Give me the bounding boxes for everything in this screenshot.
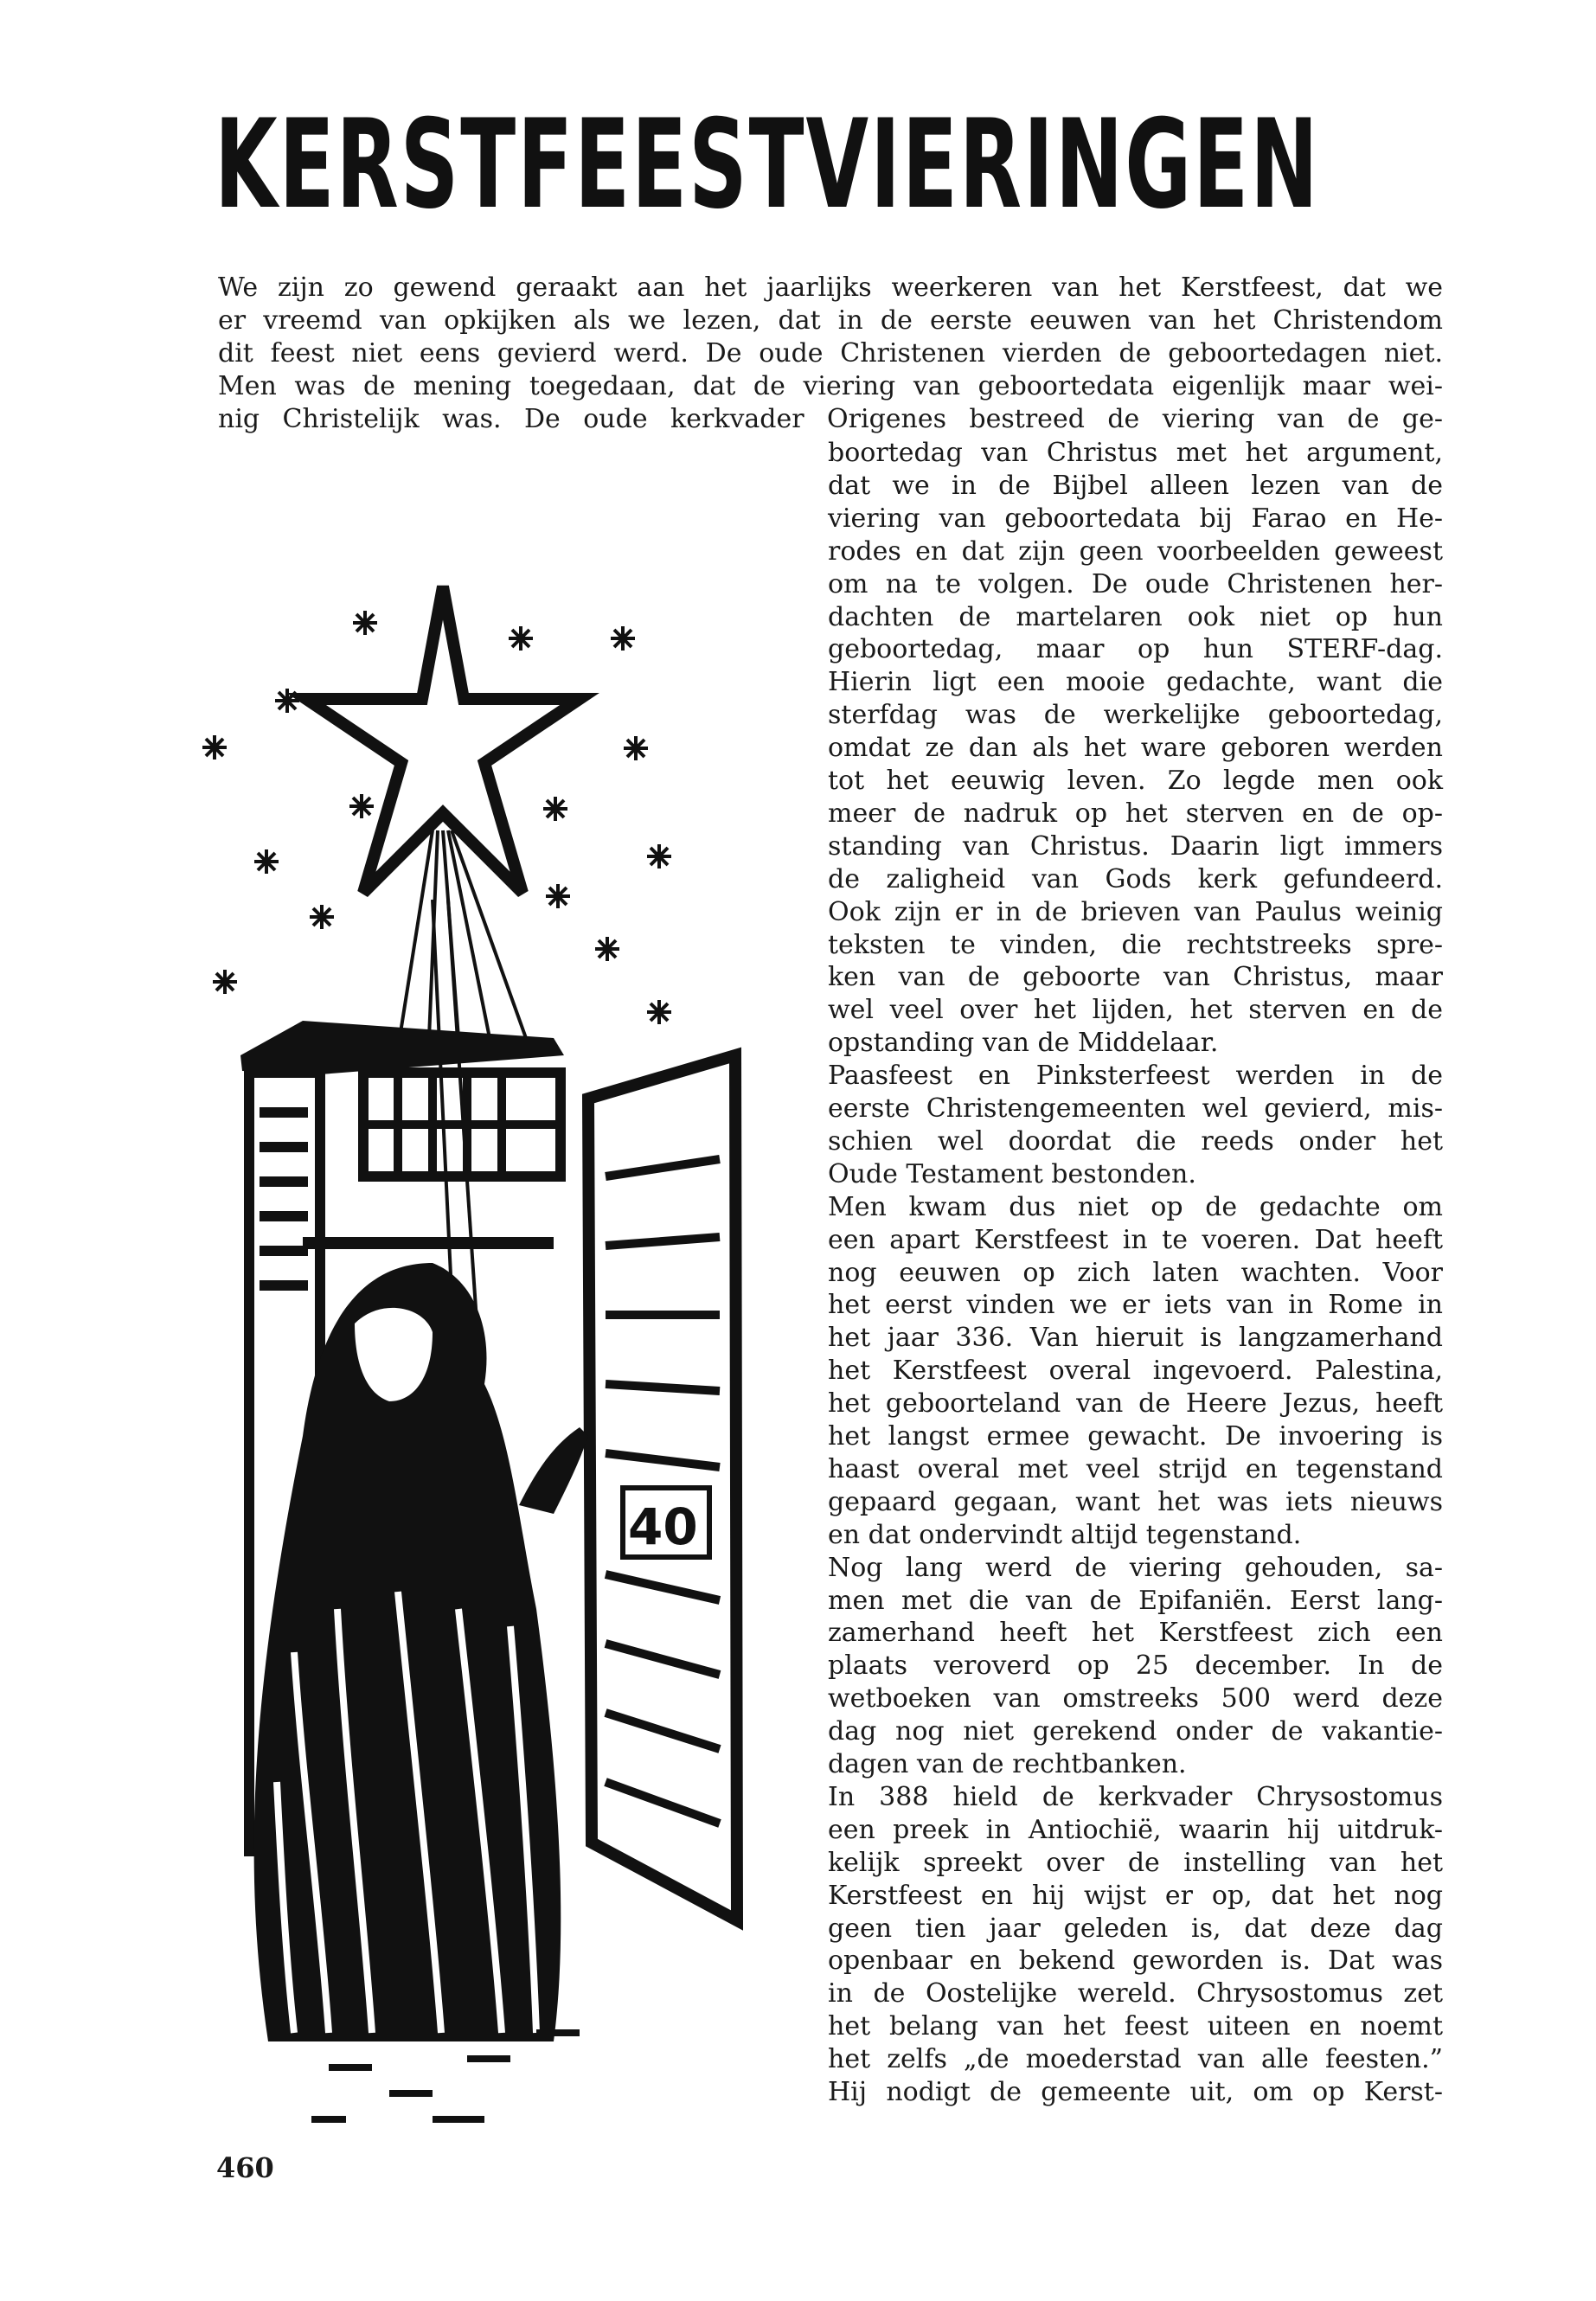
- text-line: zamerhand heeft het Kerstfeest zich een: [828, 1618, 1443, 1649]
- christmas-illustration: [173, 571, 779, 2137]
- text-line: het Kerstfeest overal ingevoerd. Palestina,: [828, 1356, 1443, 1387]
- text-line: viering van geboortedata bij Farao en He-: [828, 503, 1443, 534]
- text-line: sterfdag was de werkelijke geboortedag,: [828, 700, 1443, 731]
- text-line: het jaar 336. Van hieruit is langzamerhand: [828, 1323, 1443, 1354]
- text-line: haast overal met veel strijd en tegenstand: [828, 1453, 1443, 1484]
- text-line: geboortedag, maar op hun STERF-dag.: [828, 634, 1443, 665]
- text-line: Men was de mening toegedaan, dat de viering van geboortedata eigenlijk maar wei-: [218, 371, 1443, 401]
- text-line: We zijn zo gewend geraakt aan het jaarlijks weerkeren van het Kerstfeest, dat we: [218, 272, 1443, 303]
- text-line: teksten te vinden, die rechtstreeks spre-: [828, 929, 1443, 960]
- text-line: Paasfeest en Pinksterfeest werden in de: [828, 1061, 1443, 1092]
- text-line: Men kwam dus niet op de gedachte om: [828, 1191, 1443, 1222]
- text-line: ken van de geboorte van Christus, maar: [828, 962, 1443, 993]
- text-line: Nog lang werd de viering gehouden, sa-: [828, 1552, 1443, 1583]
- text-line: het zelfs „de moederstad van alle feesten.”: [828, 2044, 1443, 2075]
- text-line: dit feest niet eens gevierd werd. De oude Christenen vierden de geboortedagen niet.: [218, 338, 1443, 369]
- text-line: men met die van de Epifaniën. Eerst lang-: [828, 1585, 1443, 1616]
- text-line: Ook zijn er in de brieven van Paulus weinig: [828, 896, 1443, 927]
- text-line: geen tien jaar geleden is, dat deze dag: [828, 1913, 1443, 1944]
- text-line: tot het eeuwig leven. Zo legde men ook: [828, 766, 1443, 796]
- text-line: het eerst vinden we er iets van in Rome in: [828, 1290, 1443, 1321]
- text-line: er vreemd van opkijken als we lezen, dat in de eerste eeuwen van het Christendom: [218, 305, 1443, 336]
- text-line: dat we in de Bijbel alleen lezen van de: [828, 470, 1443, 501]
- robed-figure-drawing: [254, 1263, 588, 2119]
- text-line: Kerstfeest en hij wijst er op, dat het nog: [828, 1880, 1443, 1911]
- text-line: plaats veroverd op 25 december. In de: [828, 1650, 1443, 1682]
- text-line: het belang van het feest uiteen en noemt: [828, 2011, 1443, 2042]
- text-line: omdat ze dan als het ware geboren werden: [828, 733, 1443, 764]
- text-line: standing van Christus. Daarin ligt immers: [828, 830, 1443, 862]
- text-line: rodes en dat zijn geen voorbeelden geweest: [828, 535, 1443, 567]
- text-line: het langst ermee gewacht. De invoering is: [828, 1421, 1443, 1452]
- text-line: boortedag van Christus met het argument,: [828, 438, 1443, 468]
- text-line: In 388 hield de kerkvader Chrysostomus: [828, 1781, 1443, 1812]
- text-line: Hierin ligt een mooie gedachte, want die: [828, 667, 1443, 698]
- page-number: 460: [216, 2151, 274, 2184]
- text-line: nig Christelijk was. De oude kerkvader Origenes bestreed de viering van de ge-: [218, 404, 1443, 434]
- page-title: KERSTFEESTVIERINGEN: [215, 93, 1320, 236]
- text-line: in de Oostelijke wereld. Chrysostomus zet: [828, 1978, 1443, 2009]
- text-line: openbaar en bekend geworden is. Dat was: [828, 1945, 1443, 1977]
- text-line: kelijk spreekt over de instelling van het: [828, 1847, 1443, 1878]
- text-line: Oude Testament bestonden.: [828, 1158, 1196, 1189]
- text-line: meer de nadruk op het sterven en de op-: [828, 798, 1443, 829]
- text-line: dachten de martelaren ook niet op hun: [828, 601, 1443, 632]
- text-line: dagen van de rechtbanken.: [828, 1749, 1187, 1779]
- text-line: het geboorteland van de Heere Jezus, heeft: [828, 1388, 1443, 1420]
- text-line: de zaligheid van Gods kerk gefundeerd.: [828, 863, 1443, 894]
- text-line: een preek in Antiochië, waarin hij uitdruk-: [828, 1814, 1443, 1845]
- text-line: een apart Kerstfeest in te voeren. Dat heeft: [828, 1224, 1443, 1255]
- text-line: om na te volgen. De oude Christenen her-: [828, 568, 1443, 599]
- text-line: nog eeuwen op zich laten wachten. Voor: [828, 1257, 1443, 1288]
- text-line: opstanding van de Middelaar.: [828, 1028, 1219, 1059]
- text-line: schien wel doordat die reeds onder het: [828, 1125, 1443, 1157]
- open-door-drawing: [588, 1055, 737, 1920]
- text-line: wel veel over het lijden, het sterven en de: [828, 995, 1443, 1026]
- text-line: wetboeken van omstreeks 500 werd deze: [828, 1683, 1443, 1715]
- text-line: dag nog niet gerekend onder de vakantie-: [828, 1716, 1443, 1747]
- text-line: en dat ondervindt altijd tegenstand.: [828, 1519, 1302, 1550]
- text-line: gepaard gegaan, want het was iets nieuws: [828, 1486, 1443, 1517]
- text-line: Hij nodigt de gemeente uit, om op Kerst-: [828, 2077, 1443, 2107]
- door-number: 40: [628, 1497, 698, 1556]
- text-line: eerste Christengemeenten wel gevierd, mis-: [828, 1093, 1443, 1124]
